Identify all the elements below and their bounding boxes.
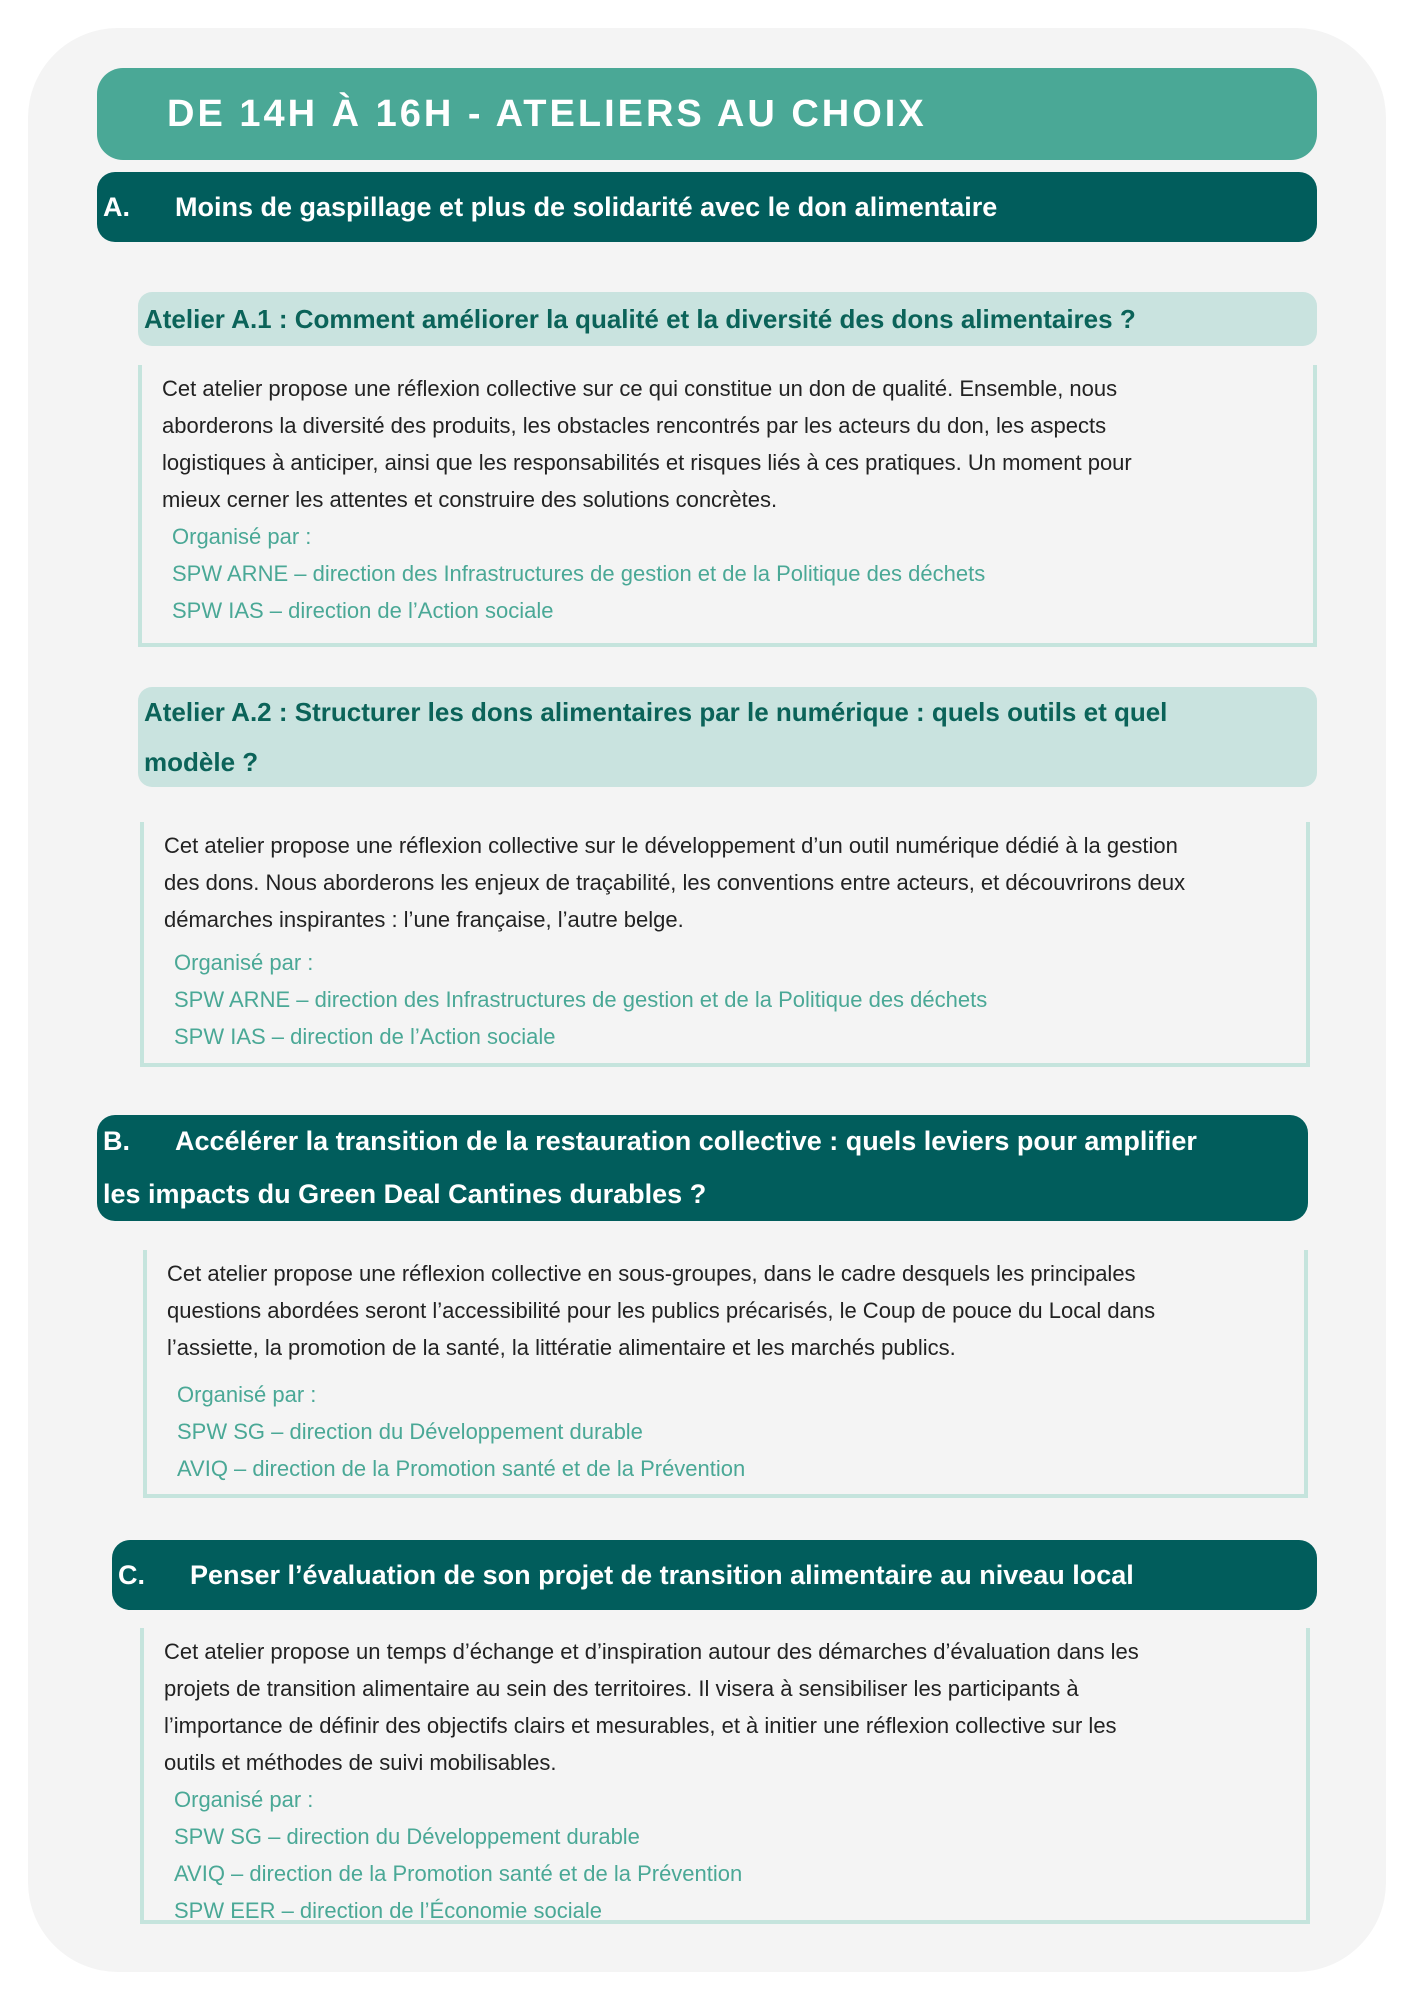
section-b-title: Accélérer la transition de la restauration collective : quels leviers pour amplifier [175, 1126, 1197, 1156]
section-c-desc-line: Cet atelier propose un temps d’échange et d’inspiration autour des démarches d’évaluation dans les [164, 1639, 1139, 1664]
atelier-a2-box [140, 822, 1310, 1067]
section-b-desc-line: questions abordées seront l’accessibilité pour les publics précarisés, le Coup de pouce du Local dans [167, 1298, 1156, 1323]
main-title-banner [97, 68, 1317, 160]
atelier-a2-header [138, 687, 1317, 787]
atelier-a1-desc-line: logistiques à anticiper, ainsi que les responsabilités et risques liés à ces pratiques. Un moment pour [162, 450, 1132, 475]
atelier-a1-desc-line: mieux cerner les attentes et construire des solutions concrètes. [162, 487, 778, 512]
section-b-desc-line: l’assiette, la promotion de la santé, la littératie alimentaire et les marchés publics. [167, 1335, 956, 1360]
section-a-letter: A. [103, 192, 130, 222]
atelier-a2-organised-label: Organisé par : [174, 950, 314, 975]
section-c-organiser: SPW SG – direction du Développement durable [174, 1824, 640, 1849]
atelier-a2-title-line: modèle ? [144, 747, 259, 777]
section-b-letter: B. [103, 1126, 130, 1156]
section-b-desc-line: Cet atelier propose une réflexion collective en sous-groupes, dans le cadre desquels les principales [167, 1261, 1136, 1286]
section-c-organiser: SPW EER – direction de l’Économie sociale [174, 1898, 602, 1923]
section-c-organiser: AVIQ – direction de la Promotion santé et de la Prévention [174, 1861, 743, 1886]
section-b-title-line-1 [103, 1115, 1308, 1168]
section-c-organised-label: Organisé par : [174, 1787, 314, 1812]
section-b-organised-label: Organisé par : [177, 1382, 317, 1407]
section-a-title: Moins de gaspillage et plus de solidarité avec le don alimentaire [175, 192, 998, 222]
atelier-a2-desc-line: démarches inspirantes : l’une française, l’autre belge. [164, 907, 684, 932]
atelier-a2-desc-line: Cet atelier propose une réflexion collective sur le développement d’un outil numérique dédié à la gestion [164, 833, 1178, 858]
section-a-header [97, 172, 1317, 242]
atelier-a1-organiser: SPW IAS – direction de l’Action sociale [172, 598, 554, 623]
section-b-header [97, 1115, 1308, 1221]
atelier-a2-organiser: SPW ARNE – direction des Infrastructures de gestion et de la Politique des déchets [174, 987, 988, 1012]
atelier-a1-desc-line: aborderons la diversité des produits, les obstacles rencontrés par les acteurs du don, les aspects [162, 413, 1107, 438]
atelier-a1-title: Atelier A.1 : Comment améliorer la qualité et la diversité des dons alimentaires ? [144, 304, 1136, 334]
atelier-a1-organised-label: Organisé par : [172, 524, 312, 549]
section-c-title: Penser l’évaluation de son projet de transition alimentaire au niveau local [190, 1560, 1134, 1590]
section-c-letter: C. [118, 1560, 145, 1590]
section-b-organiser: SPW SG – direction du Développement durable [177, 1419, 643, 1444]
main-title: DE 14H À 16H - ATELIERS AU CHOIX [167, 93, 927, 135]
atelier-a2-title-line: Atelier A.2 : Structurer les dons alimentaires par le numérique : quels outils et quel [144, 697, 1168, 727]
section-b-organiser: AVIQ – direction de la Promotion santé et de la Prévention [177, 1456, 746, 1481]
atelier-a1-box [138, 365, 1317, 647]
section-c-desc-line: projets de transition alimentaire au sein des territoires. Il visera à sensibiliser les participants à [164, 1676, 1079, 1701]
section-b-box [143, 1250, 1308, 1498]
section-c-box [140, 1628, 1310, 1924]
atelier-a1-organiser: SPW ARNE – direction des Infrastructures de gestion et de la Politique des déchets [172, 561, 986, 586]
section-c-desc-line: outils et méthodes de suivi mobilisables. [164, 1750, 557, 1775]
section-c-header [112, 1540, 1317, 1610]
atelier-a2-desc-line: des dons. Nous aborderons les enjeux de traçabilité, les conventions entre acteurs, et découvrirons deux [164, 870, 1186, 895]
atelier-a1-desc-line: Cet atelier propose une réflexion collective sur ce qui constitue un don de qualité. Ensemble, nous [162, 376, 1118, 401]
atelier-a1-header [138, 292, 1317, 346]
section-c-desc-line: l’importance de définir des objectifs clairs et mesurables, et à initier une réflexion collective sur les [164, 1713, 1117, 1738]
atelier-a2-organiser: SPW IAS – direction de l’Action sociale [174, 1024, 556, 1049]
section-b-title-line-2: les impacts du Green Deal Cantines durables ? [103, 1179, 707, 1209]
